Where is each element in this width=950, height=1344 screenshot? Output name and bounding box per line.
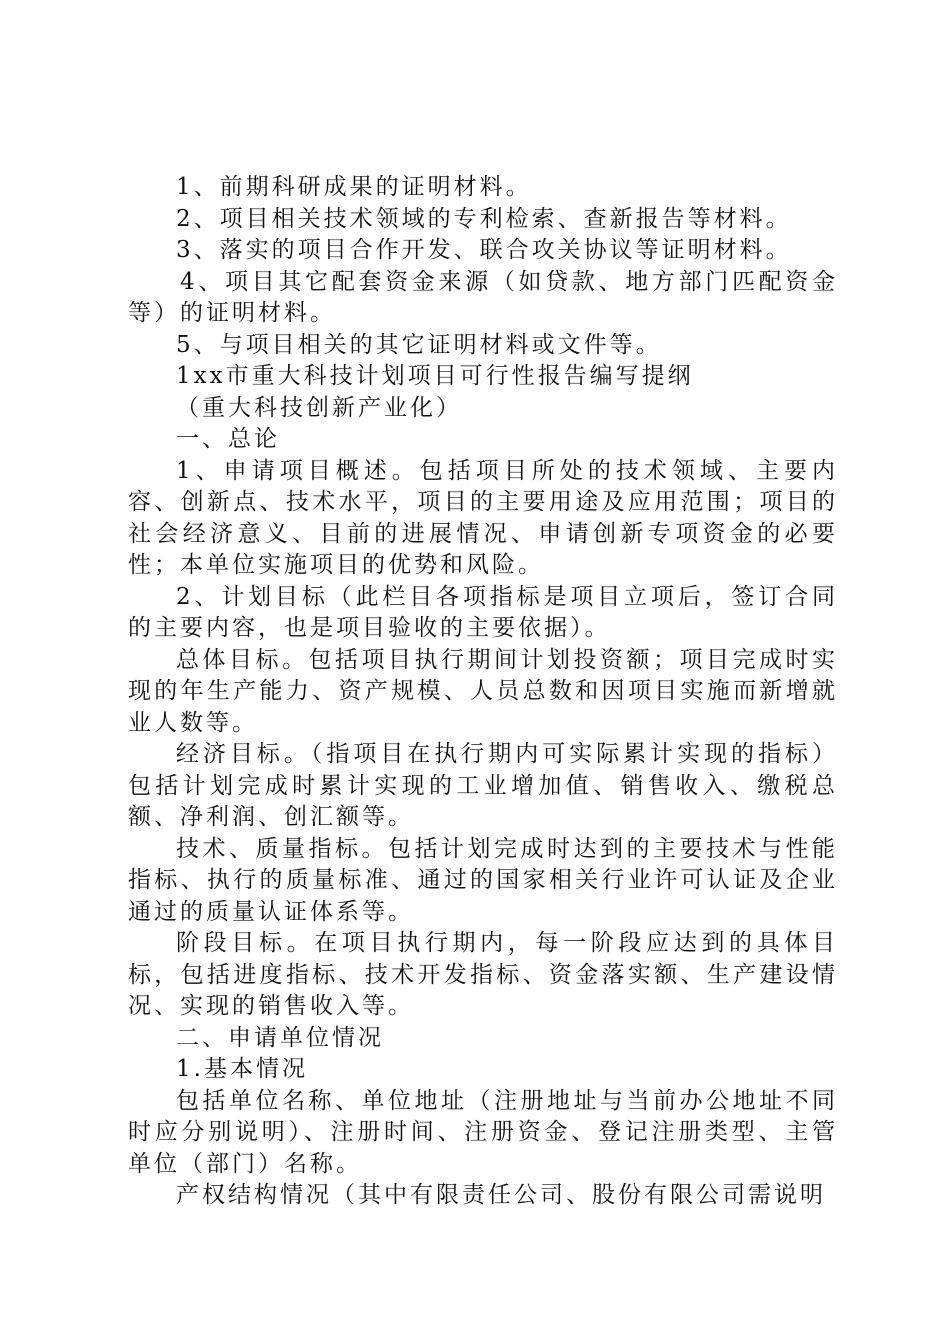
paragraph-project-overview: 1、申请项目概述。包括项目所处的技术领域、主要内容、创新点、技术水平，项目的主要用途及应用范围；项目的社会经济意义、目前的进展情况、申请创新专项资金的必要性；本单位实施项目的优势和风险。 [128,457,838,578]
subheading-basic-info: 1.基本情况 [176,1056,308,1082]
paragraph-attachment-4: 4、项目其它配套资金来源（如贷款、地方部门匹配资金等）的证明材料。 [128,268,838,326]
paragraph-ownership-structure: 产权结构情况（其中有限责任公司、股份有限公司需说明 [176,1182,826,1208]
paragraph-overall-objectives: 总体目标。包括项目执行期间计划投资额；项目完成时实现的年生产能力、资产规模、人员总数和因项目实施而新增就业人数等。 [128,646,838,736]
document-body [128,172,838,1212]
paragraph-plan-objectives: 2、计划目标（此栏目各项指标是项目立项后，签订合同的主要内容，也是项目验收的主要依据）。 [128,583,838,641]
paragraph-attachment-3: 3、落实的项目合作开发、联合攻关协议等证明材料。 [176,237,792,263]
section-heading-general: 一、总论 [176,426,280,452]
paragraph-economic-objectives: 经济目标。（指项目在执行期内可实际累计实现的指标）包括计划完成时累计实现的工业增加值、销售收入、缴税总额、净利润、创汇额等。 [128,741,838,830]
paragraph-attachment-2: 2、项目相关技术领域的专利检索、查新报告等材料。 [176,205,792,232]
paragraph-technical-quality: 技术、质量指标。包括计划完成时达到的主要技术与性能指标、执行的质量标准、通过的国家相关行业许可认证及企业通过的质量认证体系等。 [128,835,838,925]
document-subtitle: （重大科技创新产业化） [176,394,462,421]
paragraph-attachment-5: 5、与项目相关的其它证明材料或文件等。 [176,331,662,358]
paragraph-basic-info: 包括单位名称、单位地址（注册地址与当前办公地址不同时应分别说明）、注册时间、注册资金、登记注册类型、主管单位（部门）名称。 [128,1087,838,1177]
paragraph-stage-objectives: 阶段目标。在项目执行期内，每一阶段应达到的具体目标，包括进度指标、技术开发指标、资金落实额、生产建设情况、实现的销售收入等。 [128,930,838,1019]
section-heading-applicant: 二、申请单位情况 [176,1024,384,1051]
document-title: 1xx市重大科技计划项目可行性报告编写提纲 [176,363,694,389]
paragraph-attachment-1: 1、前期科研成果的证明材料。 [176,174,532,200]
